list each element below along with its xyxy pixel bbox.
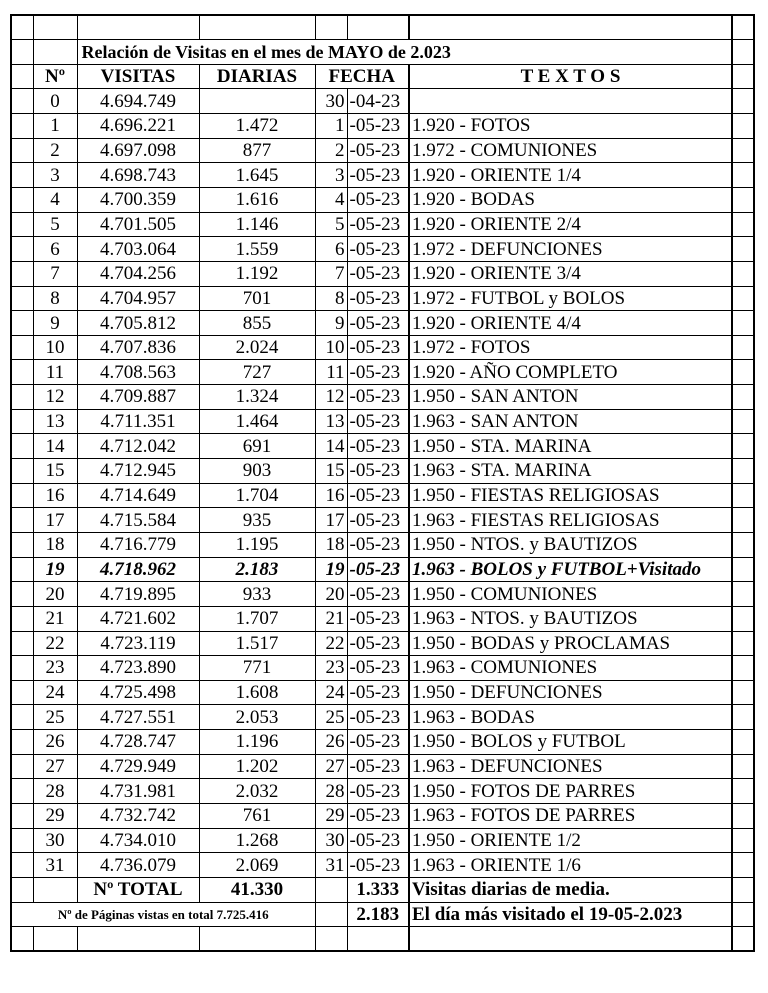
row-visitas: 4.716.779 — [77, 532, 199, 557]
row-diarias: 2.183 — [199, 557, 315, 582]
table-row — [11, 163, 754, 188]
row-texto: 1.950 - BOLOS y FUTBOL — [409, 730, 732, 755]
table-row — [11, 459, 754, 484]
row-texto: 1.963 - BOLOS y FUTBOL+Visitado — [409, 557, 732, 582]
row-texto: 1.920 - ORIENTE 4/4 — [409, 311, 732, 336]
row-number: 7 — [33, 261, 77, 286]
row-number: 0 — [33, 89, 77, 114]
row-mes: -05-23 — [347, 261, 409, 286]
row-visitas: 4.721.602 — [77, 606, 199, 631]
row-mes: -05-23 — [347, 557, 409, 582]
table-row — [11, 656, 754, 681]
row-diarias: 1.559 — [199, 237, 315, 262]
row-number: 24 — [33, 680, 77, 705]
row-number: 14 — [33, 434, 77, 459]
row-visitas: 4.727.551 — [77, 705, 199, 730]
row-texto: 1.950 - NTOS. y BAUTIZOS — [409, 532, 732, 557]
row-dia: 28 — [315, 779, 347, 804]
row-texto: 1.972 - FOTOS — [409, 335, 732, 360]
row-dia: 29 — [315, 804, 347, 829]
row-number: 22 — [33, 631, 77, 656]
table-row — [11, 804, 754, 829]
row-number: 6 — [33, 237, 77, 262]
row-visitas: 4.712.042 — [77, 434, 199, 459]
header-diarias: DIARIAS — [199, 64, 315, 89]
row-texto: 1.920 - ORIENTE 1/4 — [409, 163, 732, 188]
row-mes: -05-23 — [347, 532, 409, 557]
row-visitas: 4.708.563 — [77, 360, 199, 385]
table-row — [11, 138, 754, 163]
table-row — [11, 779, 754, 804]
row-dia: 5 — [315, 212, 347, 237]
row-texto: 1.963 - COMUNIONES — [409, 656, 732, 681]
blank-row — [11, 15, 754, 40]
row-diarias: 1.517 — [199, 631, 315, 656]
row-visitas: 4.736.079 — [77, 853, 199, 878]
row-mes: -05-23 — [347, 828, 409, 853]
row-visitas: 4.704.957 — [77, 286, 199, 311]
row-dia: 1 — [315, 114, 347, 139]
table-row — [11, 434, 754, 459]
row-number: 26 — [33, 730, 77, 755]
row-diarias: 1.707 — [199, 606, 315, 631]
row-diarias: 855 — [199, 311, 315, 336]
row-diarias: 771 — [199, 656, 315, 681]
row-mes: -05-23 — [347, 187, 409, 212]
row-diarias: 903 — [199, 459, 315, 484]
row-number: 11 — [33, 360, 77, 385]
row-visitas: 4.714.649 — [77, 483, 199, 508]
row-visitas: 4.694.749 — [77, 89, 199, 114]
row-number: 19 — [33, 557, 77, 582]
row-mes: -05-23 — [347, 779, 409, 804]
row-diarias: 1.146 — [199, 212, 315, 237]
row-diarias: 2.053 — [199, 705, 315, 730]
row-mes: -05-23 — [347, 730, 409, 755]
table-row — [11, 557, 754, 582]
row-mes: -05-23 — [347, 385, 409, 410]
row-diarias: 935 — [199, 508, 315, 533]
title-row — [11, 40, 754, 65]
row-dia: 8 — [315, 286, 347, 311]
row-diarias: 2.069 — [199, 853, 315, 878]
row-visitas: 4.697.098 — [77, 138, 199, 163]
row-diarias: 1.464 — [199, 409, 315, 434]
row-dia: 9 — [315, 311, 347, 336]
blank-row — [11, 927, 754, 952]
row-texto: 1.950 - DEFUNCIONES — [409, 680, 732, 705]
summary-total-row — [11, 877, 754, 902]
total-value: 41.330 — [199, 877, 315, 902]
row-number: 30 — [33, 828, 77, 853]
row-number: 15 — [33, 459, 77, 484]
row-diarias: 1.192 — [199, 261, 315, 286]
row-texto: 1.950 - STA. MARINA — [409, 434, 732, 459]
row-texto: 1.920 - BODAS — [409, 187, 732, 212]
row-dia: 6 — [315, 237, 347, 262]
row-texto: 1.920 - ORIENTE 2/4 — [409, 212, 732, 237]
row-dia: 31 — [315, 853, 347, 878]
total-label: Nº TOTAL — [77, 877, 199, 902]
table-row — [11, 409, 754, 434]
table-row — [11, 114, 754, 139]
row-mes: -05-23 — [347, 804, 409, 829]
row-diarias: 1.268 — [199, 828, 315, 853]
row-dia: 3 — [315, 163, 347, 188]
media-text: Visitas diarias de media. — [409, 877, 732, 902]
table-row — [11, 261, 754, 286]
row-number: 31 — [33, 853, 77, 878]
row-mes: -05-23 — [347, 631, 409, 656]
row-diarias: 1.616 — [199, 187, 315, 212]
row-texto: 1.950 - ORIENTE 1/2 — [409, 828, 732, 853]
row-texto: 1.950 - SAN ANTON — [409, 385, 732, 410]
row-number: 17 — [33, 508, 77, 533]
row-mes: -05-23 — [347, 237, 409, 262]
row-dia: 21 — [315, 606, 347, 631]
row-dia: 11 — [315, 360, 347, 385]
row-number: 12 — [33, 385, 77, 410]
row-dia: 17 — [315, 508, 347, 533]
table-row — [11, 360, 754, 385]
row-visitas: 4.709.887 — [77, 385, 199, 410]
row-diarias: 2.032 — [199, 779, 315, 804]
row-dia: 4 — [315, 187, 347, 212]
row-visitas: 4.703.064 — [77, 237, 199, 262]
row-number: 5 — [33, 212, 77, 237]
row-number: 3 — [33, 163, 77, 188]
row-mes: -05-23 — [347, 311, 409, 336]
row-texto: 1.920 - ORIENTE 3/4 — [409, 261, 732, 286]
row-mes: -05-23 — [347, 360, 409, 385]
row-visitas: 4.712.945 — [77, 459, 199, 484]
row-diarias: 761 — [199, 804, 315, 829]
row-diarias: 1.608 — [199, 680, 315, 705]
row-mes: -05-23 — [347, 114, 409, 139]
row-texto: 1.920 - AÑO COMPLETO — [409, 360, 732, 385]
row-diarias: 1.195 — [199, 532, 315, 557]
row-number: 23 — [33, 656, 77, 681]
header-visitas: VISITAS — [77, 64, 199, 89]
row-number: 1 — [33, 114, 77, 139]
header-textos: T E X T O S — [409, 64, 732, 89]
table-row — [11, 237, 754, 262]
row-number: 27 — [33, 754, 77, 779]
row-visitas: 4.729.949 — [77, 754, 199, 779]
row-mes: -05-23 — [347, 138, 409, 163]
row-visitas: 4.732.742 — [77, 804, 199, 829]
row-texto: 1.972 - DEFUNCIONES — [409, 237, 732, 262]
table-row — [11, 680, 754, 705]
row-dia: 10 — [315, 335, 347, 360]
table-row — [11, 89, 754, 114]
table-row — [11, 335, 754, 360]
visits-table — [10, 14, 755, 952]
header-row — [11, 64, 754, 89]
row-mes: -05-23 — [347, 853, 409, 878]
row-dia: 2 — [315, 138, 347, 163]
table-row — [11, 705, 754, 730]
row-texto: 1.963 - STA. MARINA — [409, 459, 732, 484]
row-diarias: 2.024 — [199, 335, 315, 360]
header-num: Nº — [33, 64, 77, 89]
row-texto: 1.950 - COMUNIONES — [409, 582, 732, 607]
row-dia: 20 — [315, 582, 347, 607]
row-diarias: 1.324 — [199, 385, 315, 410]
row-visitas: 4.719.895 — [77, 582, 199, 607]
row-texto: 1.963 - SAN ANTON — [409, 409, 732, 434]
row-mes: -05-23 — [347, 582, 409, 607]
table-row — [11, 187, 754, 212]
row-visitas: 4.704.256 — [77, 261, 199, 286]
row-dia: 22 — [315, 631, 347, 656]
media-value: 1.333 — [347, 877, 409, 902]
row-diarias: 1.202 — [199, 754, 315, 779]
row-mes: -05-23 — [347, 409, 409, 434]
row-mes: -05-23 — [347, 286, 409, 311]
row-visitas: 4.731.981 — [77, 779, 199, 804]
header-fecha: FECHA — [315, 64, 409, 89]
table-row — [11, 631, 754, 656]
row-mes: -05-23 — [347, 680, 409, 705]
row-mes: -05-23 — [347, 163, 409, 188]
row-visitas: 4.715.584 — [77, 508, 199, 533]
row-visitas: 4.718.962 — [77, 557, 199, 582]
row-texto: 1.972 - COMUNIONES — [409, 138, 732, 163]
row-visitas: 4.701.505 — [77, 212, 199, 237]
row-diarias: 1.472 — [199, 114, 315, 139]
max-text: El día más visitado el 19-05-2.023 — [409, 902, 732, 927]
row-dia: 14 — [315, 434, 347, 459]
table-row — [11, 730, 754, 755]
row-dia: 15 — [315, 459, 347, 484]
row-dia: 27 — [315, 754, 347, 779]
row-visitas: 4.705.812 — [77, 311, 199, 336]
row-mes: -05-23 — [347, 434, 409, 459]
row-dia: 23 — [315, 656, 347, 681]
table-row — [11, 582, 754, 607]
row-number: 8 — [33, 286, 77, 311]
row-number: 13 — [33, 409, 77, 434]
row-texto: 1.950 - FIESTAS RELIGIOSAS — [409, 483, 732, 508]
row-diarias: 933 — [199, 582, 315, 607]
table-row — [11, 483, 754, 508]
row-visitas: 4.734.010 — [77, 828, 199, 853]
row-diarias: 727 — [199, 360, 315, 385]
row-number: 21 — [33, 606, 77, 631]
row-visitas: 4.700.359 — [77, 187, 199, 212]
row-dia: 16 — [315, 483, 347, 508]
table-row — [11, 385, 754, 410]
row-texto: 1.950 - FOTOS DE PARRES — [409, 779, 732, 804]
row-number: 10 — [33, 335, 77, 360]
row-dia: 26 — [315, 730, 347, 755]
row-mes: -05-23 — [347, 212, 409, 237]
row-mes: -05-23 — [347, 459, 409, 484]
row-mes: -05-23 — [347, 483, 409, 508]
row-texto — [409, 89, 732, 114]
row-number: 29 — [33, 804, 77, 829]
table-row — [11, 606, 754, 631]
row-visitas: 4.696.221 — [77, 114, 199, 139]
table-row — [11, 532, 754, 557]
row-dia: 24 — [315, 680, 347, 705]
row-diarias: 1.645 — [199, 163, 315, 188]
table-row — [11, 286, 754, 311]
row-number: 9 — [33, 311, 77, 336]
row-visitas: 4.723.119 — [77, 631, 199, 656]
row-diarias: 1.196 — [199, 730, 315, 755]
table-row — [11, 853, 754, 878]
row-number: 20 — [33, 582, 77, 607]
row-texto: 1.963 - NTOS. y BAUTIZOS — [409, 606, 732, 631]
row-diarias: 691 — [199, 434, 315, 459]
row-number: 16 — [33, 483, 77, 508]
row-texto: 1.950 - BODAS y PROCLAMAS — [409, 631, 732, 656]
table-row — [11, 311, 754, 336]
row-mes: -05-23 — [347, 606, 409, 631]
row-mes: -05-23 — [347, 754, 409, 779]
row-texto: 1.963 - FIESTAS RELIGIOSAS — [409, 508, 732, 533]
table-row — [11, 828, 754, 853]
row-visitas: 4.707.836 — [77, 335, 199, 360]
row-diarias: 877 — [199, 138, 315, 163]
row-mes: -05-23 — [347, 335, 409, 360]
row-texto: 1.963 - DEFUNCIONES — [409, 754, 732, 779]
row-mes: -05-23 — [347, 705, 409, 730]
row-visitas: 4.698.743 — [77, 163, 199, 188]
table-row — [11, 754, 754, 779]
row-visitas: 4.711.351 — [77, 409, 199, 434]
row-texto: 1.972 - FUTBOL y BOLOS — [409, 286, 732, 311]
table-title: Relación de Visitas en el mes de MAYO de 2.023 — [77, 40, 732, 65]
row-number: 25 — [33, 705, 77, 730]
summary-max-row — [11, 902, 754, 927]
row-diarias: 701 — [199, 286, 315, 311]
row-dia: 12 — [315, 385, 347, 410]
row-visitas: 4.723.890 — [77, 656, 199, 681]
row-texto: 1.963 - ORIENTE 1/6 — [409, 853, 732, 878]
row-texto: 1.963 - BODAS — [409, 705, 732, 730]
row-texto: 1.920 - FOTOS — [409, 114, 732, 139]
row-number: 4 — [33, 187, 77, 212]
row-mes: -04-23 — [347, 89, 409, 114]
row-number: 28 — [33, 779, 77, 804]
row-dia: 7 — [315, 261, 347, 286]
row-diarias: 1.704 — [199, 483, 315, 508]
row-dia: 30 — [315, 89, 347, 114]
row-mes: -05-23 — [347, 656, 409, 681]
paginas-label: Nº de Páginas vistas en total 7.725.416 — [11, 902, 315, 927]
row-texto: 1.963 - FOTOS DE PARRES — [409, 804, 732, 829]
row-visitas: 4.728.747 — [77, 730, 199, 755]
row-dia: 13 — [315, 409, 347, 434]
row-dia: 30 — [315, 828, 347, 853]
table-row — [11, 508, 754, 533]
row-dia: 18 — [315, 532, 347, 557]
row-dia: 19 — [315, 557, 347, 582]
max-value: 2.183 — [347, 902, 409, 927]
row-number: 2 — [33, 138, 77, 163]
row-diarias — [199, 89, 315, 114]
row-dia: 25 — [315, 705, 347, 730]
table-row — [11, 212, 754, 237]
row-visitas: 4.725.498 — [77, 680, 199, 705]
row-mes: -05-23 — [347, 508, 409, 533]
row-number: 18 — [33, 532, 77, 557]
